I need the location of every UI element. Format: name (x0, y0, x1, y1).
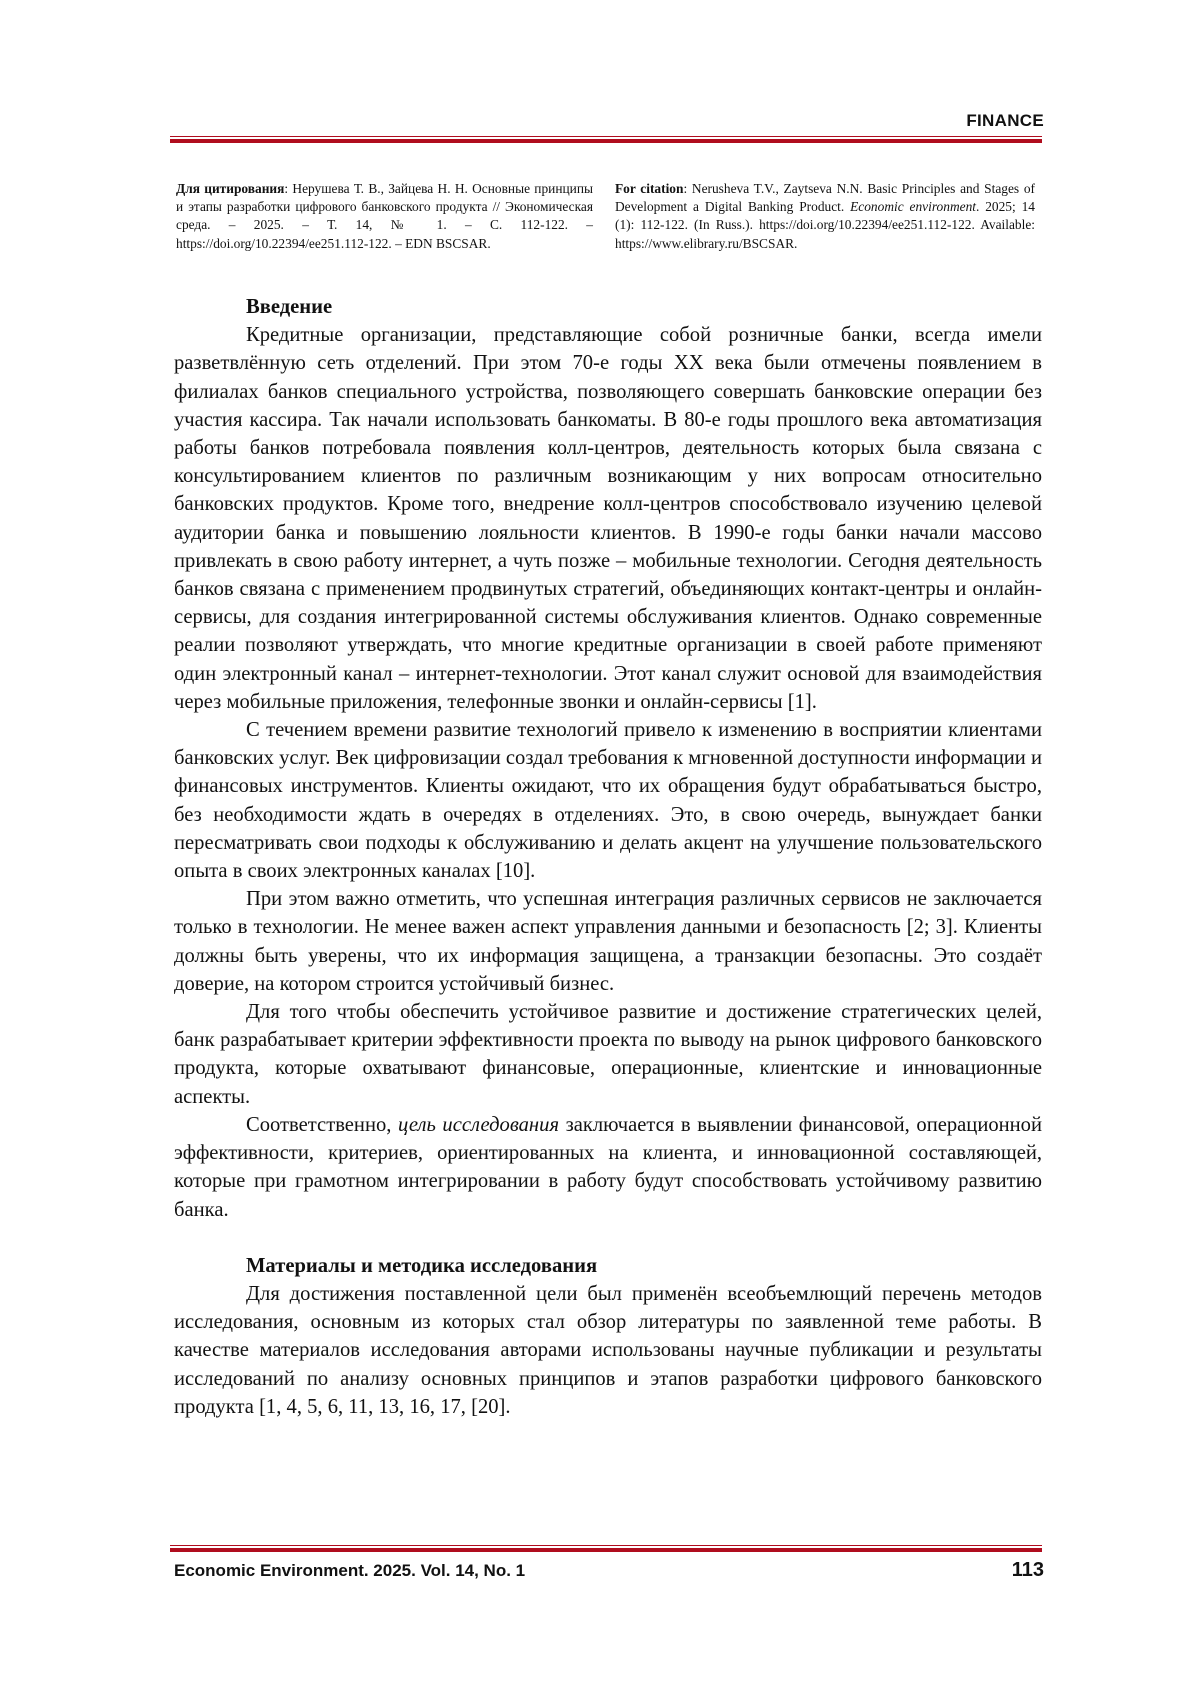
citation-en-text-after: . 2025; 14 (1): 112-122. (In Russ.). https://doi.org/10.22394/ee251.112-122. Available: https://www.elibrary.ru/BSCSAR. (615, 199, 1035, 250)
citation-ru-text: : Нерушева Т. В., Зайцева Н. Н. Основные принципы и этапы разработки цифрового банковского продукта // Экономическая среда. – 2025. – Т. 14, № 1. – С. 112-122. – https://doi.org/10.22394/ee251.112-122. – EDN BSCSAR. (176, 181, 593, 251)
page-number: 113 (1012, 1559, 1044, 1582)
citation-en-text-before: : Nerusheva T.V., Zaytseva N.N. Basic Principles and Stages of Development a Digital Banking Product. (615, 181, 1035, 214)
citation-ru-label: Для цитирования (176, 181, 284, 196)
intro-paragraph-1: Кредитные организации, представляющие собой розничные банки, всегда имели разветвлённую сеть отделений. При этом 70-е годы XX века были отмечены появлением в филиалах банков специального устройства, позволяющего совершать банковские операции без участия кассира. Так начали использовать банкоматы. В 80-е годы прошлого века автоматизация работы банков потребовала появления колл-центров, деятельность которых была связана с консультированием клиентов по различным возникающим у них вопросам относительно банковских продуктов. Кроме того, внедрение колл-центров способствовало изучению целевой аудитории банка и повышению лояльности клиентов. В 1990-е годы банки начали массово привлекать в свою работу интернет, а чуть позже – мобильные технологии. Сегодня деятельность банков связана с применением продвинутых стратегий, объединяющих контакт-центры и онлайн-сервисы, для создания интегрированной системы обслуживания клиентов. Однако современные реалии позволяют утверждать, что многие кредитные организации в своей работе применяют один электронный канал – интернет-технологии. Этот канал служит основой для взаимодействия через мобильные приложения, телефонные звонки и онлайн-сервисы [1]. (174, 321, 1042, 716)
header-rule (170, 136, 1042, 143)
section-label: FINANCE (966, 111, 1044, 131)
citation-en (615, 180, 1035, 253)
p5-before: Соответственно, (246, 1114, 398, 1136)
citation-ru (176, 180, 593, 253)
research-goal-term: цель исследования (398, 1114, 559, 1136)
footer-journal: Economic Environment. 2025. Vol. 14, No. 1 (174, 1561, 525, 1581)
intro-paragraph-5 (174, 1111, 1042, 1224)
citation-en-label: For citation (615, 181, 683, 196)
citation-en-journal: Economic environment (850, 199, 976, 214)
intro-paragraph-3: При этом важно отметить, что успешная интеграция различных сервисов не заключается только в технологии. Не менее важен аспект управления данными и безопасность [2; 3]. Клиенты должны быть уверены, что их информация защищена, а транзакции безопасны. Это создаёт доверие, на котором строится устойчивый бизнес. (174, 885, 1042, 998)
methods-paragraph-1: Для достижения поставленной цели был применён всеобъемлющий перечень методов исследования, основным из которых стал обзор литературы по заявленной теме работы. В качестве материалов исследования авторами использованы научные публикации и результаты исследований по анализу основных принципов и этапов разработки цифрового банковского продукта [1, 4, 5, 6, 11, 13, 16, 17, [20]. (174, 1280, 1042, 1421)
p5-after: заключается в выявлении финансовой, операционной эффективности, критериев, ориентированных на клиента, и инновационной составляющей, которые при грамотном интегрировании в работу будут способствовать устойчивому развитию банка. (174, 1114, 1042, 1221)
footer-rule (170, 1545, 1042, 1552)
intro-paragraph-4: Для того чтобы обеспечить устойчивое развитие и достижение стратегических целей, банк разрабатывает критерии эффективности проекта по выводу на рынок цифрового банковского продукта, которые охватывают финансовые, операционные, клиентские и инновационные аспекты. (174, 998, 1042, 1111)
intro-paragraph-2: С течением времени развитие технологий привело к изменению в восприятии клиентами банковских услуг. Век цифровизации создал требования к мгновенной доступности информации и финансовых инструментов. Клиенты ожидают, что их обращения будут обрабатываться быстро, без необходимости ждать в очередях в отделениях. Это, в свою очередь, вынуждает банки пересматривать свои подходы к обслуживанию и делать акцент на улучшение пользовательского опыта в своих электронных каналах [10]. (174, 716, 1042, 885)
intro-heading: Введение (174, 293, 1042, 321)
article-body (174, 293, 1042, 1421)
methods-heading: Материалы и методика исследования (174, 1252, 1042, 1280)
